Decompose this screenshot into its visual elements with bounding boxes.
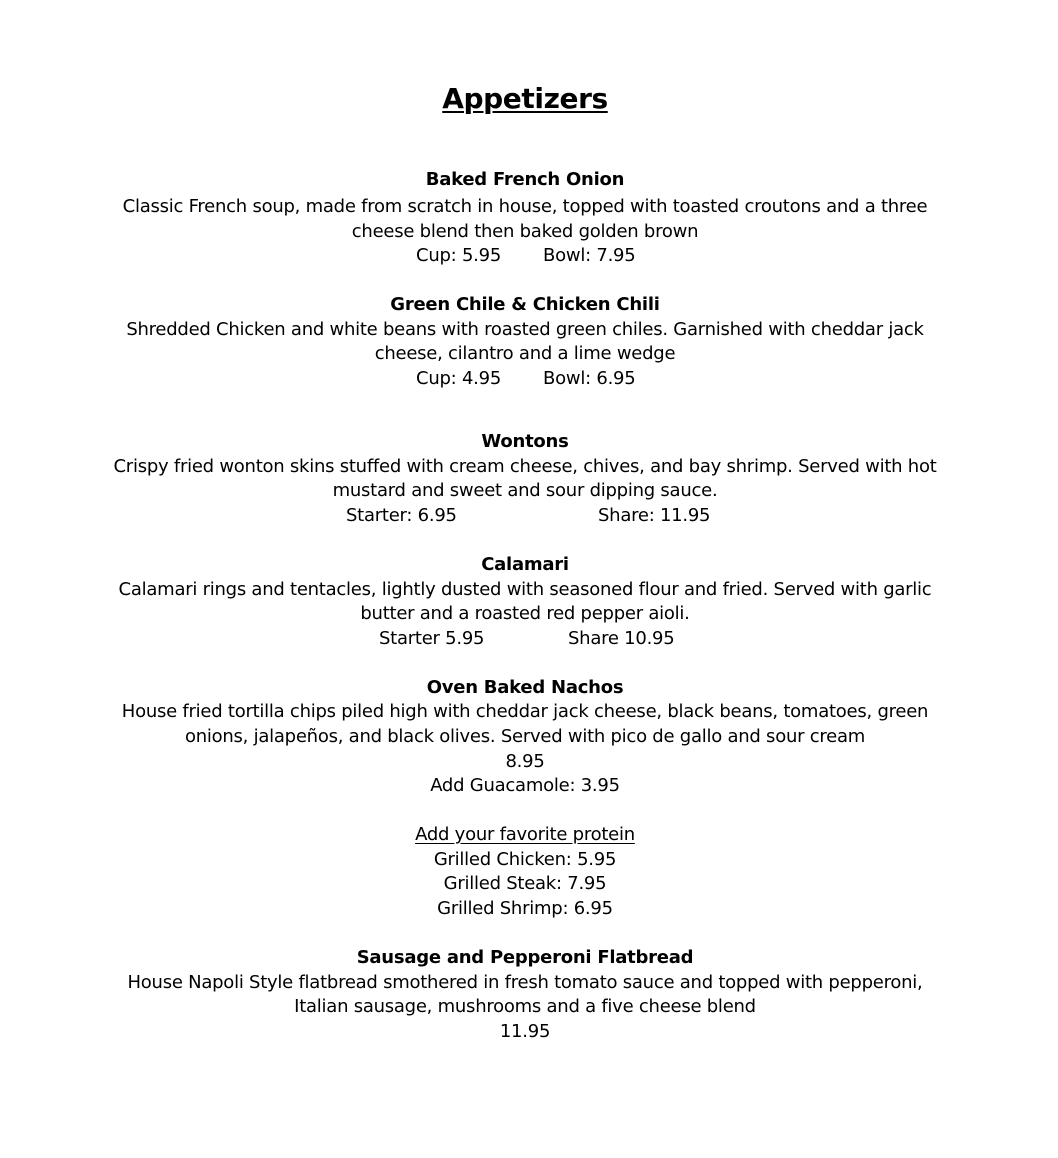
item-name-baked-french-onion: Baked French Onion xyxy=(425,169,625,190)
item-name-sausage-pepperoni-flatbread: Sausage and Pepperoni Flatbread xyxy=(356,947,694,968)
price-share: Share 10.95 xyxy=(568,628,675,649)
price-cup: Cup: 4.95 xyxy=(416,368,502,389)
price-cup: Cup: 5.95 xyxy=(416,245,502,266)
protein-option: Grilled Steak: 7.95 xyxy=(443,873,607,894)
price-row xyxy=(0,504,1058,528)
item-price: 11.95 xyxy=(499,1021,551,1042)
item-description-line: House fried tortilla chips piled high with cheddar jack cheese, black beans, tomatoes, green xyxy=(121,701,929,722)
item-description-line: butter and a roasted red pepper aioli. xyxy=(360,603,690,624)
protein-option: Grilled Chicken: 5.95 xyxy=(433,849,617,870)
item-name-oven-baked-nachos: Oven Baked Nachos xyxy=(426,677,624,698)
item-price: 8.95 xyxy=(505,751,545,772)
protein-option: Grilled Shrimp: 6.95 xyxy=(437,898,613,919)
item-description-line: House Napoli Style flatbread smothered in fresh tomato sauce and topped with pepperoni, xyxy=(127,972,923,993)
item-description-line: Crispy fried wonton skins stuffed with cream cheese, chives, and bay shrimp. Served with hot xyxy=(113,456,937,477)
item-description-line: Italian sausage, mushrooms and a five cheese blend xyxy=(294,996,756,1017)
item-description-line: Calamari rings and tentacles, lightly dusted with seasoned flour and fried. Served with garlic xyxy=(118,579,932,600)
price-row xyxy=(0,627,1058,651)
item-description-line: Shredded Chicken and white beans with roasted green chiles. Garnished with cheddar jack xyxy=(126,319,924,340)
price-row xyxy=(0,244,1058,268)
item-name-wontons: Wontons xyxy=(481,431,569,452)
item-description-line: mustard and sweet and sour dipping sauce. xyxy=(332,480,718,501)
price-row xyxy=(0,367,1058,391)
price-starter: Starter 5.95 xyxy=(379,628,485,649)
item-name-green-chile-chicken-chili: Green Chile & Chicken Chili xyxy=(390,294,660,315)
page-title: Appetizers xyxy=(442,82,608,115)
price-bowl: Bowl: 7.95 xyxy=(543,245,636,266)
addon-price: Add Guacamole: 3.95 xyxy=(430,775,620,796)
item-name-calamari: Calamari xyxy=(481,554,569,575)
item-description-line: cheese, cilantro and a lime wedge xyxy=(374,343,676,364)
price-starter: Starter: 6.95 xyxy=(346,505,457,526)
item-description-line: cheese blend then baked golden brown xyxy=(351,221,699,242)
item-description-line: onions, jalapeños, and black olives. Served with pico de gallo and sour cream xyxy=(184,726,866,747)
price-share: Share: 11.95 xyxy=(598,505,711,526)
item-description-line: Classic French soup, made from scratch in house, topped with toasted croutons and a three xyxy=(122,196,928,217)
protein-heading: Add your favorite protein xyxy=(415,824,635,845)
price-bowl: Bowl: 6.95 xyxy=(543,368,636,389)
